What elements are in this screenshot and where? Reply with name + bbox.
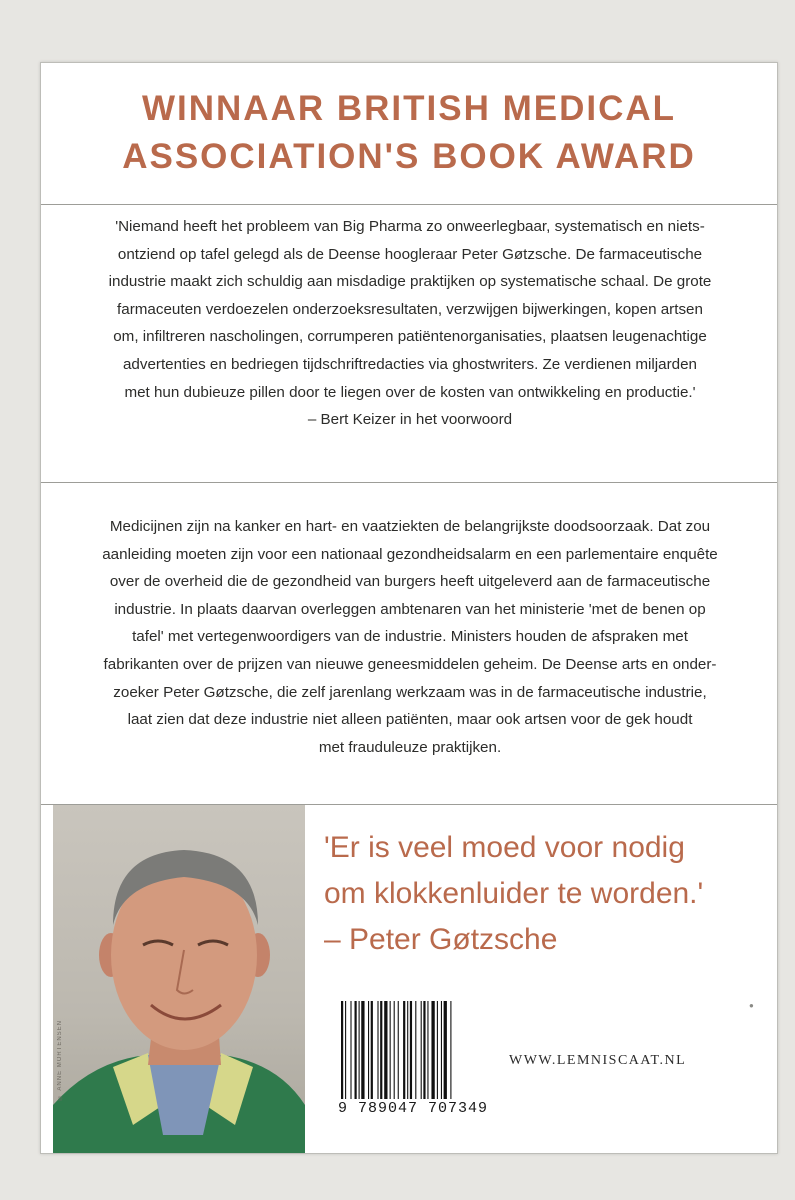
corner-mark: ● xyxy=(749,1001,754,1010)
quote-attribution: – Bert Keizer in het voorwoord xyxy=(307,411,513,429)
blurb-line: over de overheid die de gezondheid van burgers heeft uitgeleverd aan de farmaceutische xyxy=(109,573,711,591)
quote-line: 'Niemand heeft het probleem van Big Pharma zo onweerlegbaar, systematisch en niets- xyxy=(115,218,705,235)
quote-line: industrie maakt zich schuldig aan misdadige praktijken op systematische schaal. De grote xyxy=(108,273,712,291)
blurb-line: industrie. In plaats daarvan overleggen ambtenaren van het ministerie 'met de benen op xyxy=(114,600,706,618)
barcode-bars xyxy=(341,1001,489,1099)
book-blurb xyxy=(55,513,765,761)
endorsement-quote xyxy=(55,213,765,434)
quote-line: met hun dubieuze pillen door te liegen over de kosten van ontwikkeling en productie.' xyxy=(124,383,696,401)
quote-line: om, infiltreren nascholingen, corrumperen patiëntenorganisaties, plaatsen leugenachtige xyxy=(113,328,707,346)
divider-middle xyxy=(41,482,777,483)
blurb-line: fabrikanten over de prijzen van nieuwe geneesmiddelen geheim. De Deense arts en onder- xyxy=(103,655,717,673)
book-back-cover xyxy=(40,62,778,1154)
barcode-bar xyxy=(355,1001,357,1099)
barcode-bar xyxy=(444,1001,447,1099)
barcode-bar xyxy=(390,1001,391,1099)
blurb-line: laat zien dat deze industrie niet alleen patiënten, maar ook artsen voor de gek houdt xyxy=(127,711,693,729)
barcode-bar xyxy=(421,1001,422,1099)
author-pull-quote xyxy=(324,825,764,963)
award-line-1: WINNAAR BRITISH MEDICAL xyxy=(141,89,677,128)
barcode-bar xyxy=(427,1001,428,1099)
barcode-bar xyxy=(359,1001,360,1099)
barcode-bar xyxy=(415,1001,416,1099)
bottom-section xyxy=(41,805,777,1153)
barcode-bar xyxy=(431,1001,434,1099)
pull-quote-line-2: om klokkenluider te worden.' xyxy=(324,877,704,910)
quote-line: advertenties en bedriegen tijdschriftredacties via ghostwriters. Ze verdienen miljarden xyxy=(122,355,698,373)
author-portrait-illustration xyxy=(53,805,305,1153)
isbn-number: 9 789047 707349 xyxy=(337,1100,489,1117)
barcode-bar xyxy=(380,1001,382,1099)
barcode-bar xyxy=(350,1001,351,1099)
pull-quote-line-1: 'Er is veel moed voor nodig xyxy=(324,831,685,864)
barcode-bar xyxy=(341,1001,343,1099)
barcode-bar xyxy=(361,1001,364,1099)
author-photo xyxy=(53,805,305,1153)
barcode-bar xyxy=(441,1001,442,1099)
barcode-bar xyxy=(384,1001,387,1099)
barcode xyxy=(335,997,491,1131)
barcode-bar xyxy=(345,1001,346,1099)
pull-quote-author: – Peter Gøtzsche xyxy=(324,923,558,956)
quote-line: farmaceuten verdoezelen onderzoeksresultaten, verzwijgen bijwerkingen, kopen artsen xyxy=(117,300,703,318)
blurb-line: zoeker Peter Gøtzsche, die zelf jarenlang werkzaam was in de farmaceutische industrie, xyxy=(113,683,707,701)
barcode-bar xyxy=(437,1001,438,1099)
award-line-2: ASSOCIATION'S BOOK AWARD xyxy=(122,137,696,176)
barcode-bar xyxy=(423,1001,425,1099)
blurb-line: tafel' met vertegenwoordigers van de industrie. Ministers houden de afspraken met xyxy=(132,628,688,646)
divider-top xyxy=(41,204,777,205)
barcode-bar xyxy=(410,1001,412,1099)
barcode-bar xyxy=(403,1001,405,1099)
quote-line: ontziend op tafel gelegd als de Deense hoogleraar Peter Gøtzsche. De farmaceutische xyxy=(117,245,703,263)
award-heading xyxy=(41,85,777,181)
barcode-bar xyxy=(407,1001,408,1099)
barcode-bar xyxy=(368,1001,369,1099)
photo-credit: © ANNE MORTENSEN xyxy=(57,1020,63,1100)
blurb-line: met frauduleuze praktijken. xyxy=(318,738,502,756)
barcode-bar xyxy=(371,1001,373,1099)
blurb-line: Medicijnen zijn na kanker en hart- en vaatziekten de belangrijkste doodsoorzaak. Dat zou xyxy=(109,518,711,535)
barcode-bar xyxy=(377,1001,378,1099)
barcode-bar xyxy=(394,1001,395,1099)
barcode-bar xyxy=(398,1001,399,1099)
blurb-line: aanleiding moeten zijn voor een nationaal gezondheidsalarm en een parlementaire enquête xyxy=(102,545,718,563)
publisher-website: WWW.LEMNISCAAT.NL xyxy=(509,1053,687,1068)
barcode-bar xyxy=(450,1001,451,1099)
